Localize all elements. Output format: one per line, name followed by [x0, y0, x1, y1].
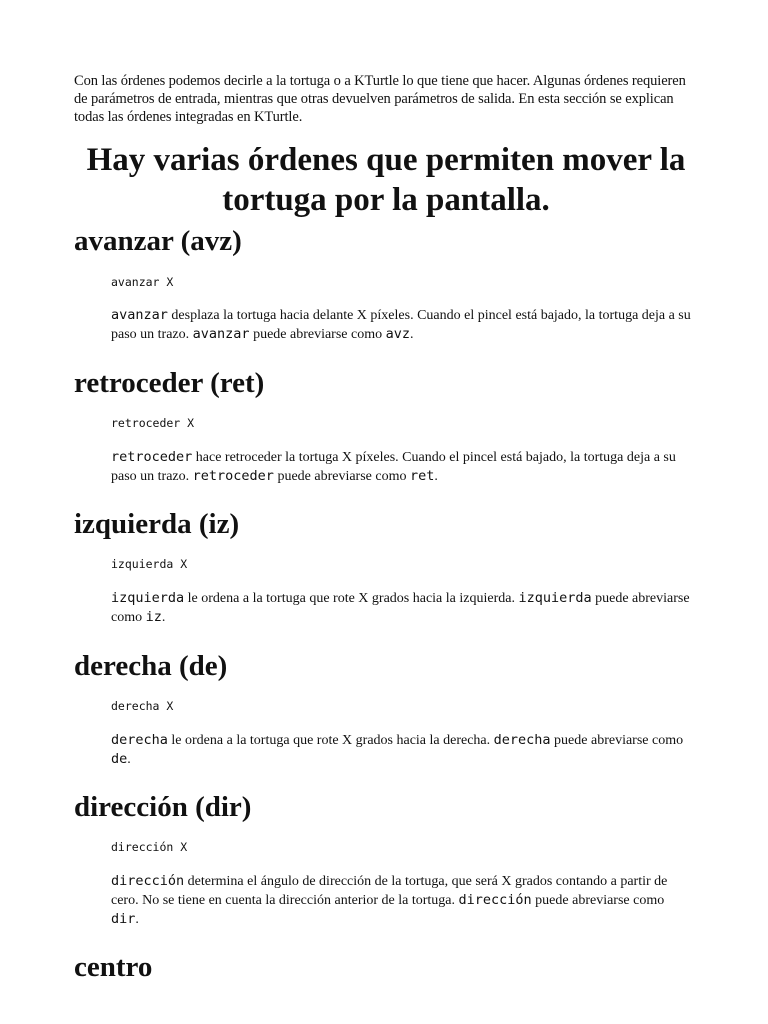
description-izquierda — [111, 589, 691, 627]
inline-code: dir — [111, 911, 136, 927]
description-text: hace retroceder la tortuga X píxeles. Cuando el pincel está bajado, la tortuga deja a su paso un trazo. — [111, 450, 676, 484]
description-text: puede abreviarse como — [111, 591, 690, 625]
inline-code: ret — [410, 468, 435, 484]
inline-code: de — [111, 751, 128, 767]
section-heading-centro: centro — [74, 951, 153, 983]
section-heading-direccion: dirección (dir) — [74, 791, 252, 823]
inline-code: avz — [385, 326, 411, 342]
description-text: desplaza la tortuga hacia delante X píxeles. Cuando el pincel está bajado, la tortuga deja a su paso un trazo. — [111, 308, 691, 342]
intro-paragraph: Con las órdenes podemos decirle a la tortuga o a KTurtle lo que tiene que hacer. Algunas órdenes requieren de parámetros de entrada, mientras que otras devuelven parámetros de salida. En esta sección se explican todas las órdenes integradas en KTurtle. — [74, 73, 686, 125]
description-text: le ordena a la tortuga que rote X grados hacia la derecha. — [167, 733, 494, 748]
description-text: puede abreviarse como — [273, 469, 410, 484]
syntax-avanzar: avanzar X — [111, 275, 174, 289]
description-direccion — [111, 872, 691, 929]
inline-code: izquierda — [518, 590, 592, 606]
inline-code: derecha — [111, 732, 168, 748]
page-title: Hay varias órdenes que permiten mover la tortuga por la pantalla. — [86, 142, 686, 218]
syntax-retroceder: retroceder X — [111, 416, 195, 430]
document-page — [74, 72, 694, 220]
inline-code: retroceder — [111, 449, 193, 465]
section-heading-avanzar: avanzar (avz) — [74, 225, 242, 257]
inline-code: izquierda — [111, 590, 185, 606]
inline-code: iz — [145, 609, 162, 625]
description-text: . — [434, 469, 438, 484]
description-derecha — [111, 731, 691, 769]
section-heading-retroceder: retroceder (ret) — [74, 367, 265, 399]
description-text: puede abreviarse como — [531, 893, 665, 908]
description-text: . — [127, 752, 131, 767]
description-text: le ordena a la tortuga que rote X grados hacia la izquierda. — [184, 591, 519, 606]
inline-code: dirección — [111, 873, 185, 889]
description-text: . — [410, 327, 414, 342]
description-retroceder — [111, 448, 691, 486]
description-text: . — [161, 610, 166, 625]
inline-code: avanzar — [192, 326, 250, 342]
description-avanzar — [111, 306, 691, 344]
inline-code: dirección — [458, 892, 532, 908]
inline-code: derecha — [493, 732, 551, 748]
inline-code: avanzar — [111, 307, 168, 323]
inline-code: retroceder — [192, 468, 274, 484]
description-text: puede abreviarse como — [249, 327, 386, 342]
syntax-derecha: derecha X — [111, 699, 174, 713]
description-text: determina el ángulo de dirección de la tortuga, que será X grados contando a partir de cero. No se tiene en cuenta la dirección anterior de la tortuga. — [111, 874, 668, 908]
description-text: puede abreviarse como — [550, 733, 684, 748]
section-heading-derecha: derecha (de) — [74, 650, 228, 682]
section-heading-izquierda: izquierda (iz) — [74, 508, 240, 540]
description-text: . — [135, 912, 139, 927]
syntax-direccion: dirección X — [111, 840, 188, 854]
syntax-izquierda: izquierda X — [111, 557, 188, 571]
